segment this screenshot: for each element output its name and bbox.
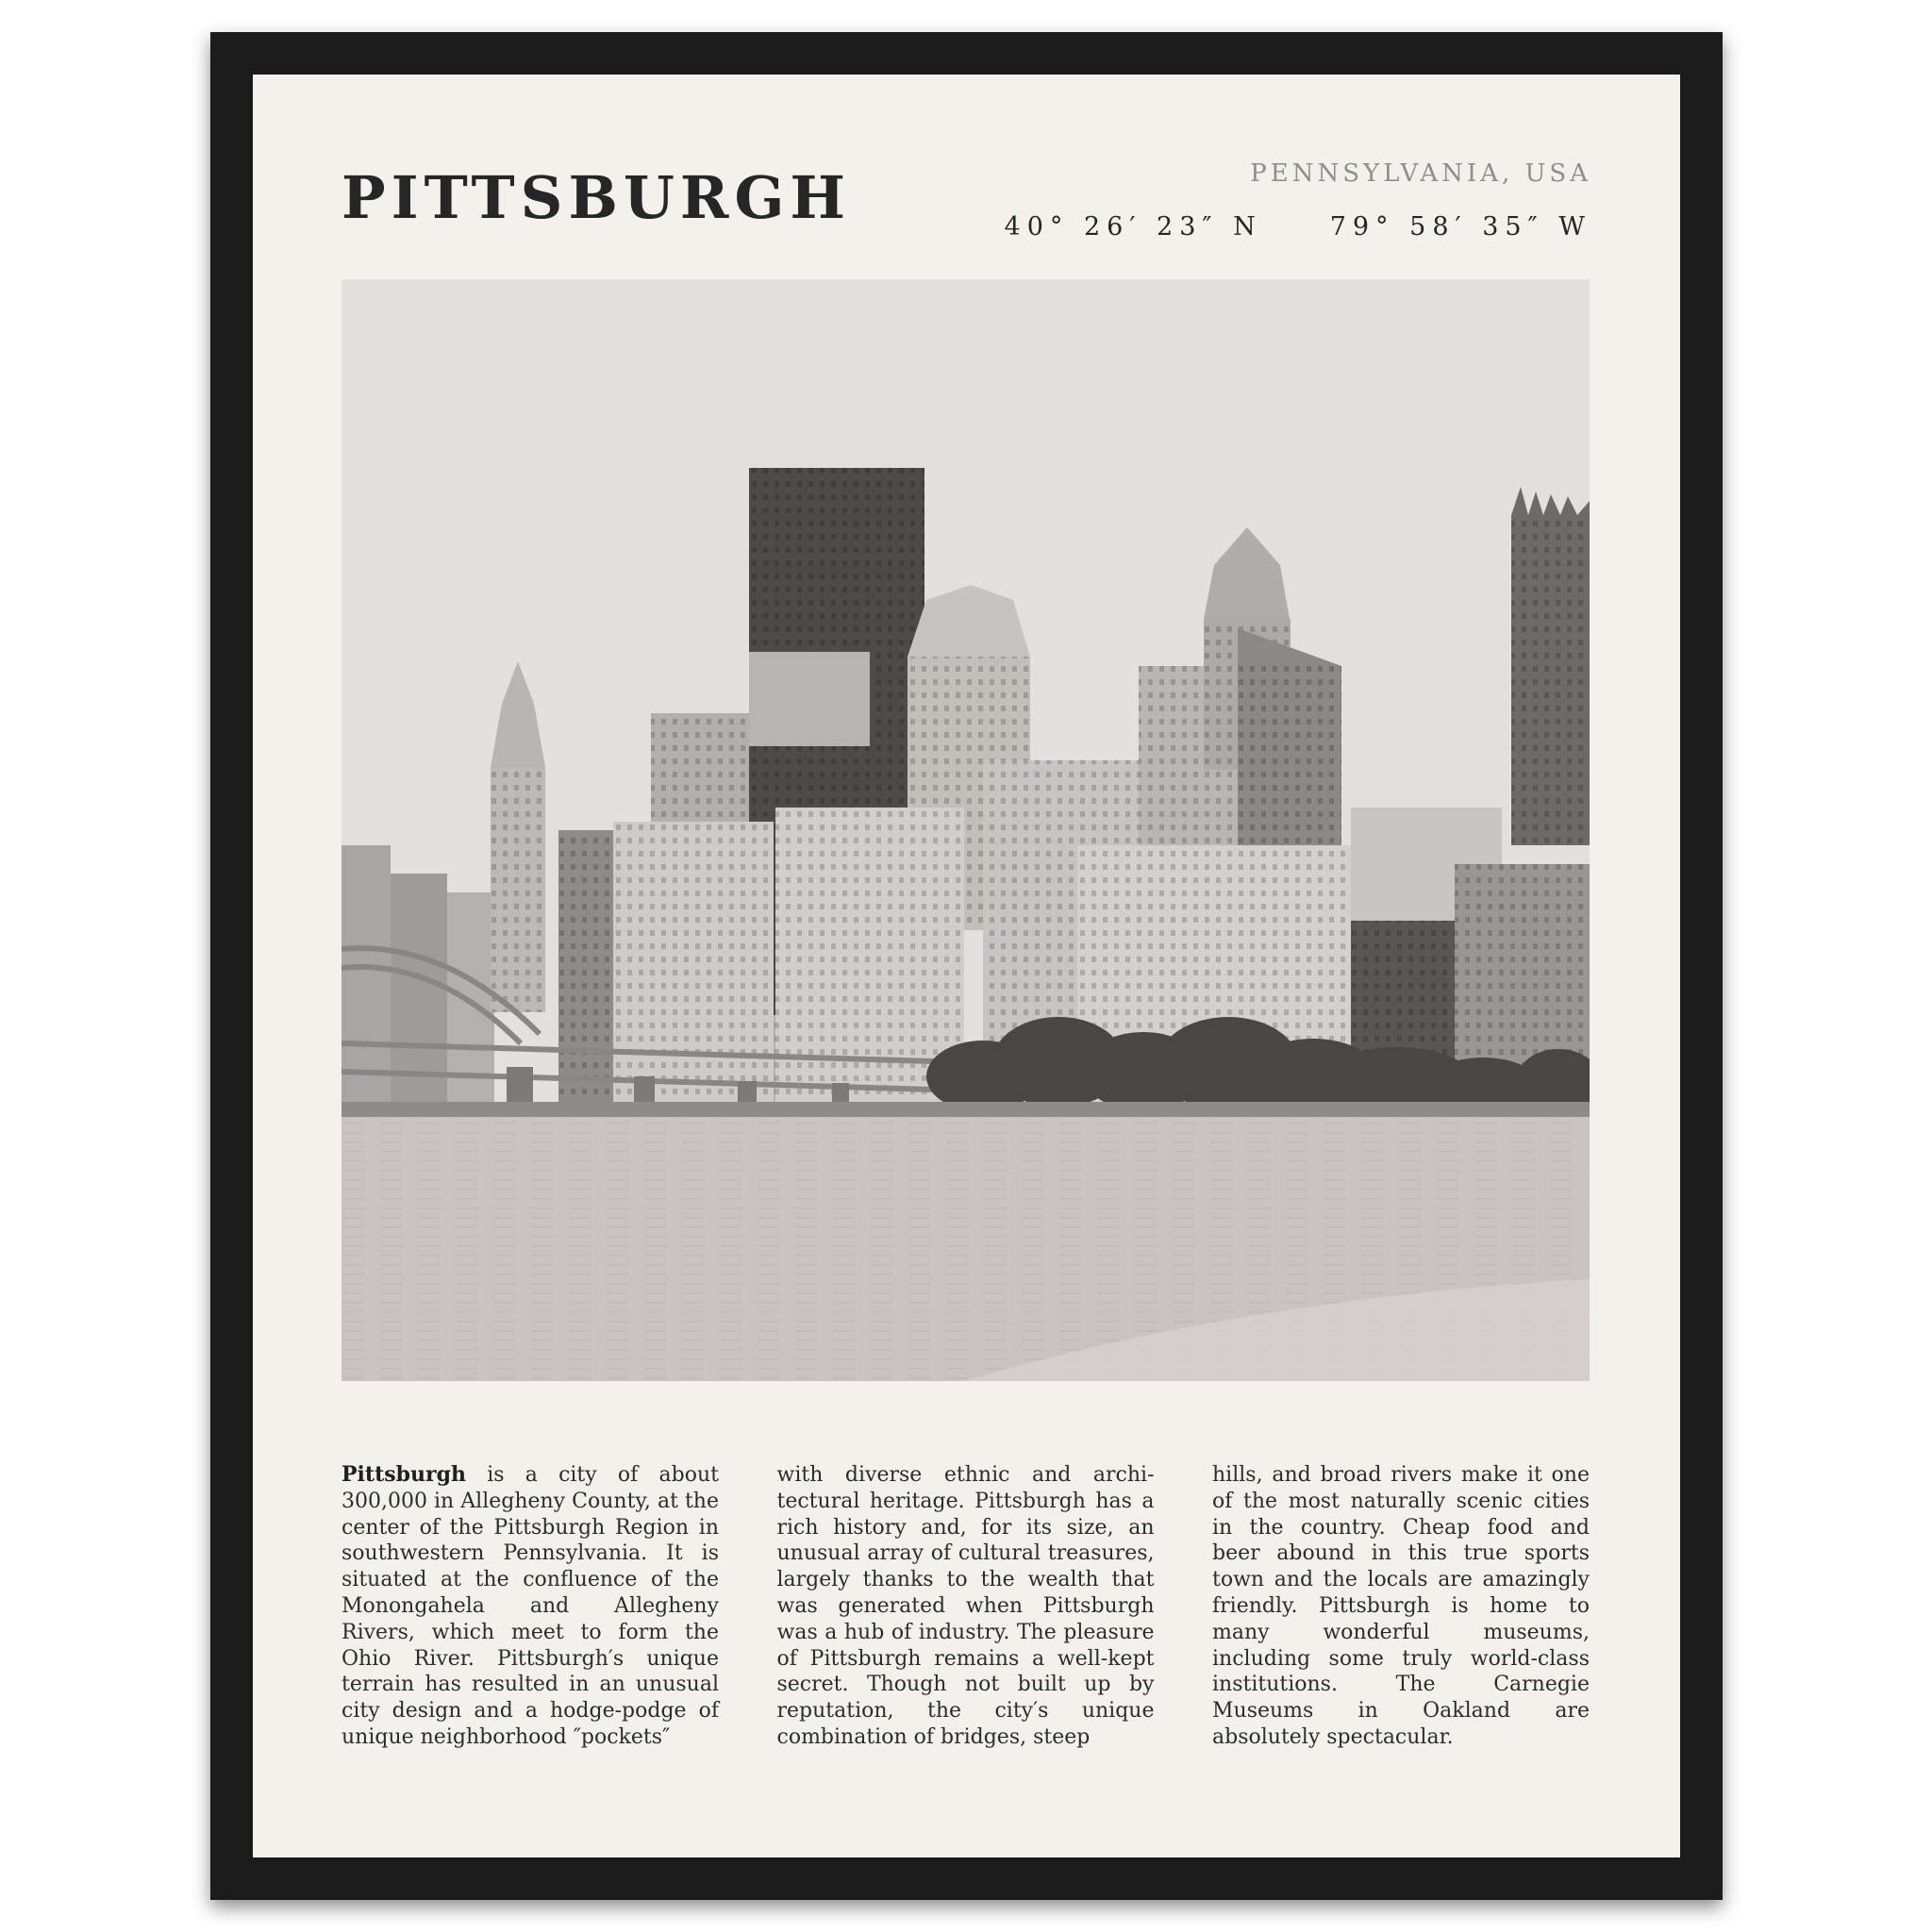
region-label: PENNSYLVANIA, USA	[1250, 159, 1591, 188]
city-title: PITTSBURGH	[341, 163, 851, 232]
description-column-1	[341, 1462, 719, 1751]
latitude: 40° 26′ 23″ N	[1004, 212, 1262, 242]
description	[341, 1462, 1590, 1751]
skyline-photo	[341, 279, 1590, 1381]
longitude: 79° 58′ 35″ W	[1329, 212, 1591, 242]
description-column-3: hills, and broad rivers make it one of the most naturally scenic cities in the country. Cheap food and beer abound in this true sports town and the locals are amazingly friendly. Pittsburgh is home to many wonderful museums, including some truly world-class institutions. The Carnegie Museums in Oakland are absolutely spectacular.	[1212, 1463, 1590, 1749]
skyline-illustration	[341, 279, 1590, 1381]
shoreline	[341, 1102, 1590, 1117]
description-column-2: with diverse ethnic and architectural heritage. Pittsburgh has a rich history and, for its size, an unusual array of cultural treasures, largely thanks to the wealth that was generated when Pittsburgh was a hub of industry. The pleasure of Pittsburgh remains a well-kept secret. Though not built up by reputation, the city′s unique combination of bridges, steep	[776, 1463, 1155, 1749]
poster-frame	[210, 32, 1723, 1900]
description-lead: Pittsburgh	[341, 1462, 466, 1487]
poster-mat	[253, 75, 1680, 1857]
coordinates	[1005, 214, 1591, 240]
description-column-1-text: is a city of about 300,000 in Allegheny County, at the center of the Pittsburgh Region in southwestern Pennsylvania. It is situated at the confluence of the Monongahela and Allegheny Rivers, which meet to form the Ohio River. Pittsburgh′s unique terrain has resulted in an unusual city design and a hodge-podge of unique neighborhood ″pockets″	[341, 1463, 719, 1749]
